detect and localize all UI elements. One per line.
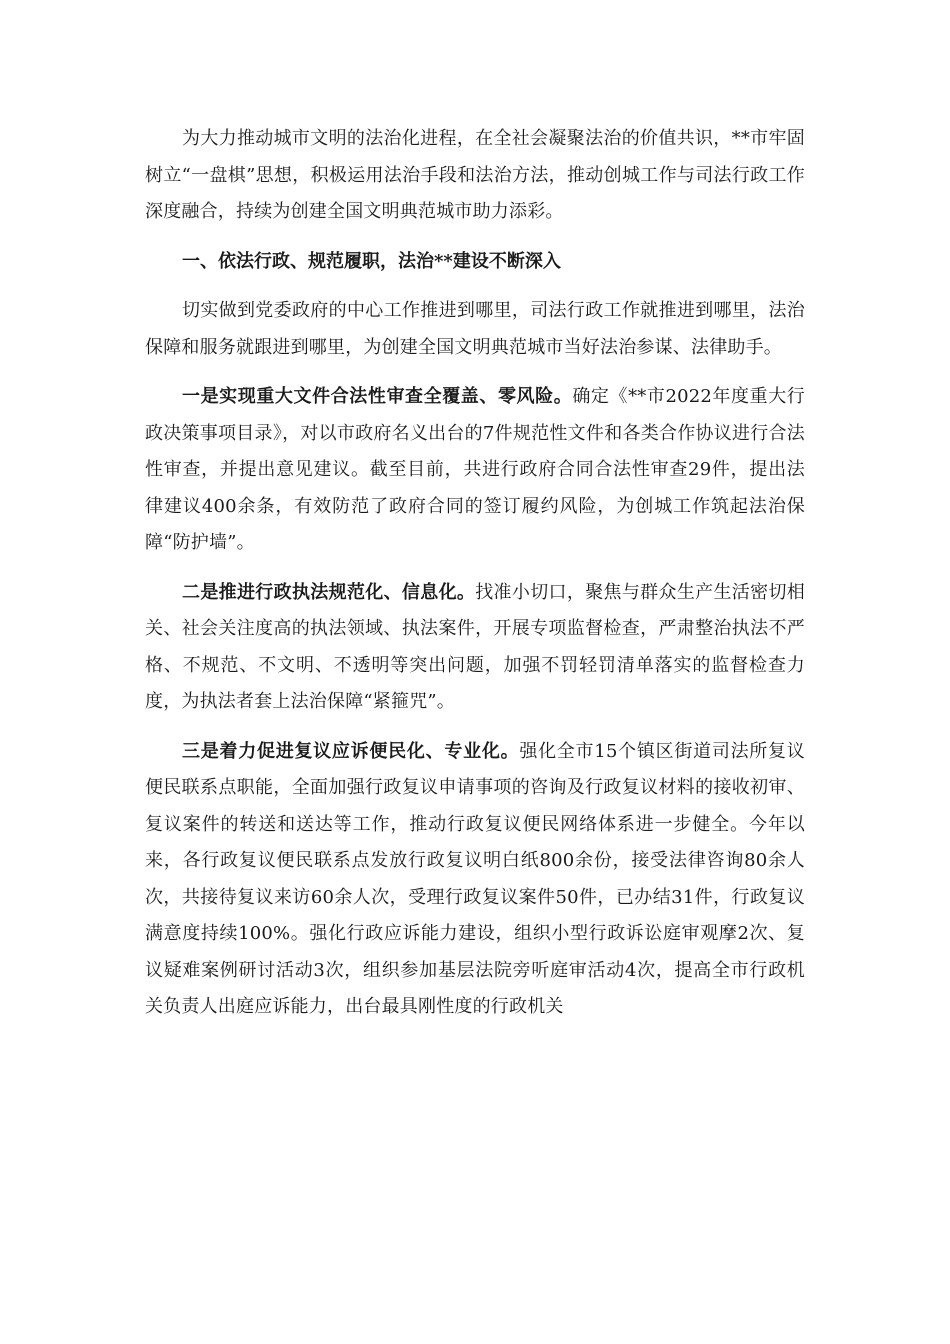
point-two-lead: 二是推进行政执法规范化、信息化。 bbox=[182, 581, 476, 603]
point-one-lead: 一是实现重大文件合法性审查全覆盖、零风险。 bbox=[182, 386, 573, 407]
section-intro-paragraph: 切实做到党委政府的中心工作推进到哪里，司法行政工作就推进到哪里，法治保障和服务就跟进到哪里，为创建全国文明典范城市当好法治参谋、法律助手。 bbox=[145, 300, 805, 358]
section-heading: 一、依法行政、规范履职，法治**建设不断深入 bbox=[182, 250, 561, 272]
point-three-lead: 三是着力促进复议应诉便民化、专业化。 bbox=[182, 740, 520, 762]
intro-paragraph: 为大力推动城市文明的法治化进程，在全社会凝聚法治的价值共识，**市牢固树立“一盘棋”思想，积极运用法治手段和法治方法，推动创城工作与司法行政工作深度融合，持续为创建全国文明典范城市助力添彩。 bbox=[145, 128, 805, 222]
point-three-paragraph bbox=[145, 734, 805, 1026]
document-page bbox=[145, 121, 805, 1039]
point-two-body: 找准小切口，聚焦与群众生产生活密切相关、社会关注度高的执法领域、执法案件，开展专项监督检查，严肃整治执法不严格、不规范、不文明、不透明等突出问题，加强不罚轻罚清单落实的监督检查力度，为执法者套上法治保障“紧箍咒”。 bbox=[145, 581, 805, 712]
point-one-body: 确定《**市2022年度重大行政决策事项目录》，对以市政府名义出台的7件规范性文件和各类合作协议进行合法性审查，并提出意见建议。截至目前，共进行政府合同合法性审查29件，提出法律建议400余条，有效防范了政府合同的签订履约风险，为创城工作筑起法治保障“防护墙”。 bbox=[145, 386, 806, 553]
point-one-paragraph bbox=[145, 379, 805, 562]
point-two-paragraph bbox=[145, 575, 805, 721]
point-three-body: 强化全市15个镇区街道司法所复议便民联系点职能，全面加强行政复议申请事项的咨询及行政复议材料的接收初审、复议案件的转送和送达等工作，推动行政复议便民网络体系进一步健全。今年以来，各行政复议便民联系点发放行政复议明白纸800余份，接受法律咨询80余人次，共接待复议来访60余人次，受理行政复议案件50件，已办结31件，行政复议满意度持续100%。强化行政应诉能力建设，组织小型行政诉讼庭审观摩2次、复议疑难案例研讨活动3次，组织参加基层法院旁听庭审活动4次，提高全市行政机关负责人出庭应诉能力，出台最具刚性度的行政机关 bbox=[145, 740, 805, 1017]
